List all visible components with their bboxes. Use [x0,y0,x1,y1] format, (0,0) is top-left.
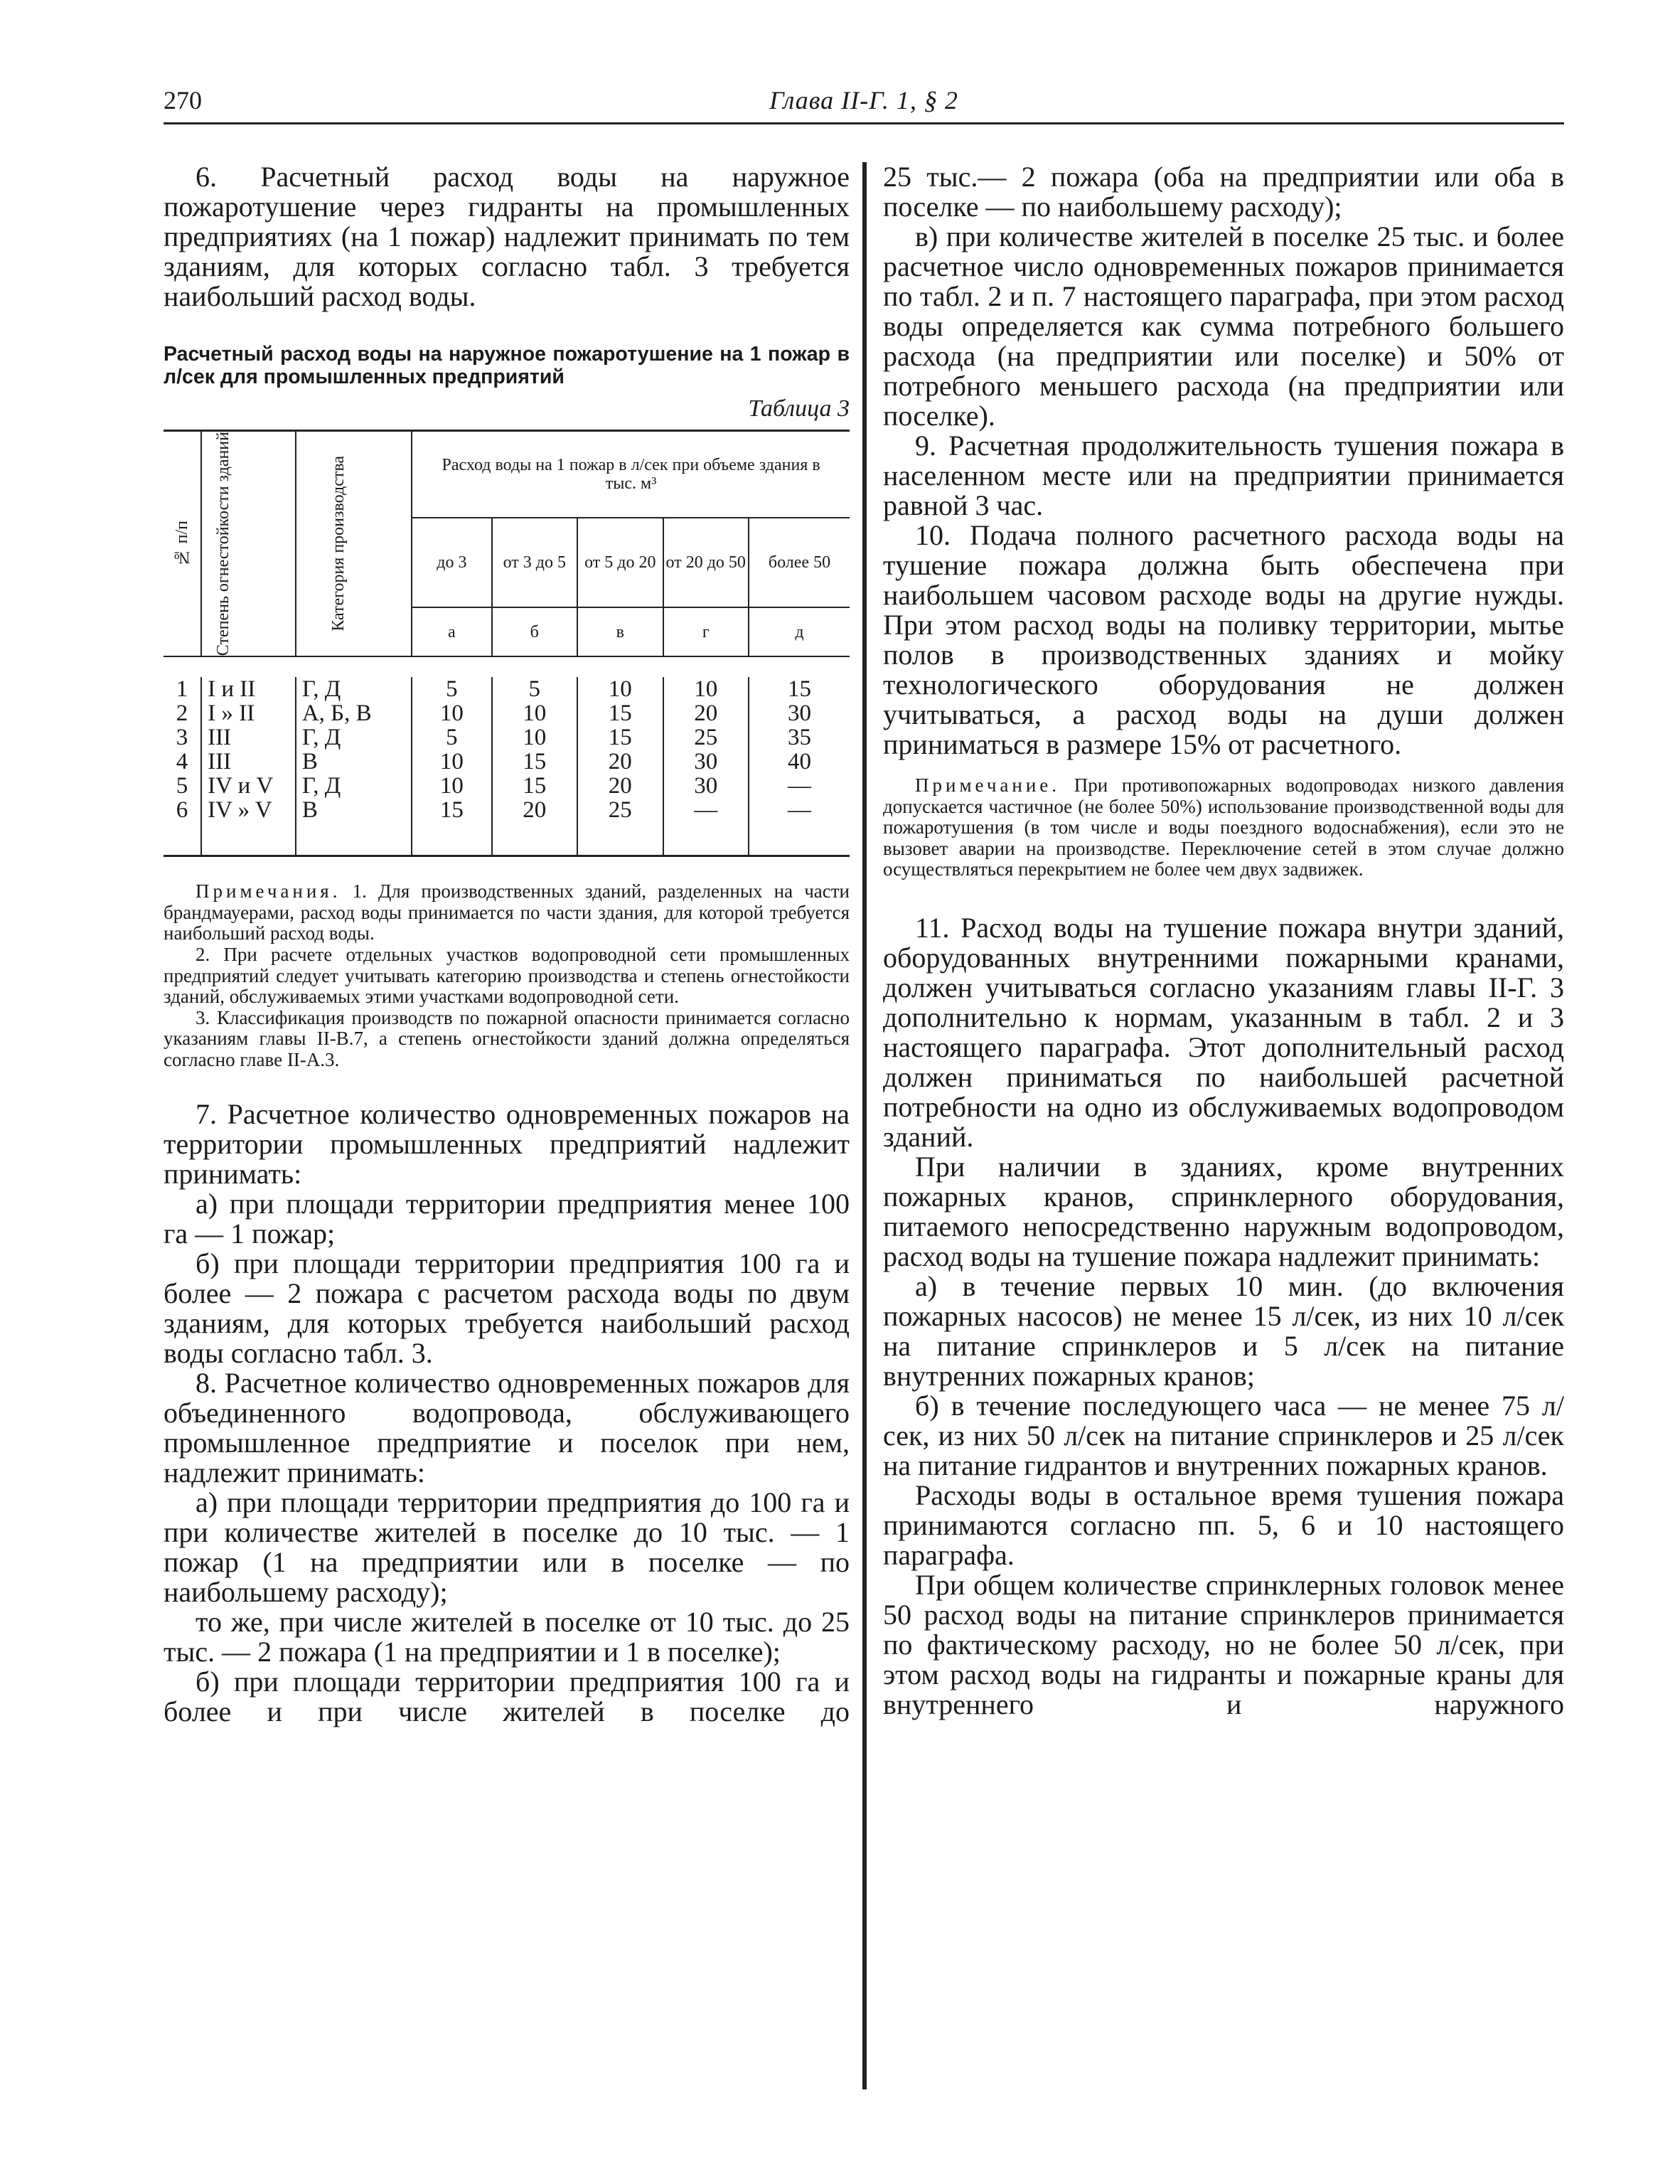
paragraph-8a: а) при площади территории предприятия до 100 га и при количестве жителей в поселке до 10 тыс. — 1 пожар (1 на предприятии или в поселке — по наибольшему расходу); [164,1486,850,1608]
paragraph-8b-cont: 25 тыс.— 2 пожара (оба на предприятии или оба в поселке — по наибольшему расходу); [883,161,1564,223]
flow-value-cell: 25 [663,725,749,750]
paragraph-8: 8. Расчетное количество одновременных пожаров для объединенного водопровода, обслуживающего промышленное предприятие и поселок при нем, надлежит принимать: [164,1366,850,1488]
flow-value-cell: 5 [492,677,577,701]
table-label: Таблица 3 [748,395,850,422]
table-caption: Расчетный расход воды на наружное пожаротушение на 1 пожар в л/сек для промышленных предприятий [164,343,850,388]
header-letter-b: б [492,607,577,656]
flow-value-cell: — [787,797,811,824]
running-head [164,85,1564,118]
row-number: 3 [164,725,201,750]
flow-value-cell: 15 [787,676,811,703]
header-vol-5: более 50 [749,518,850,607]
paragraph-6: 6. Расчетный расход воды на наружное пожаротушение через гидранты на промышленных предприятиях (на 1 пожар) надлежит принимать по тем зданиям, для которых согласно табл. 3 требуется наибольший расход воды. [164,161,850,312]
column-divider [862,162,867,2089]
header-vol-3: от 5 до 20 [577,518,663,607]
table-row [164,701,850,725]
row-number: 4 [164,750,201,774]
flow-value-cell: 15 [412,798,491,822]
page-number: 270 [164,86,202,114]
header-letter-g: г [663,607,749,656]
header-letter-a: а [412,607,491,656]
flow-value-cell: 30 [787,701,811,727]
paragraph-11b: б) в течение последующего часа — не менее 75 л/сек, из них 50 л/сек на питание спринклеров и 25 л/сек на питание гидрантов и внутренних пожарных кранов. [883,1389,1564,1481]
category-cell: А, Б, В [296,701,412,725]
paragraph-10-note: Примечание. При противопожарных водопроводах низкого давления допускается частичное (не более 50%) использование производственной воды для пожаротушения (в том числе и воды поездного водоснабжения), если это не вызовет аварии на производстве. Переключение сетей в этом случае должно осуществляться перекрытием не более чем двух задвижек. [883,774,1564,880]
row-number: 6 [164,798,201,822]
table-row [164,774,850,798]
paragraph-10: 10. Подача полного расчетного расхода воды на тушение пожара должна быть обеспечена при наибольшем часовом расходе воды на другие нужды. При этом расход воды на поливку территории, мытье полов в производственных зданиях и мойку технологического оборудования не должен учитываться, а расход воды на души должен приниматься в размере 15% от расчетного. [883,519,1564,760]
left-column [164,162,850,1727]
table-note-2: 2. При расчете отдельных участков водопроводной сети промышленных предприятий следует учитывать категорию производства и степень огнестойкости зданий, обслуживаемых этими участками водопроводной сети. [164,943,850,1008]
fire-resistance-cell: IV » V [201,798,296,822]
row-number: 1 [164,677,201,701]
flow-value-cell: 20 [663,701,749,725]
flow-value-cell: 10 [577,677,663,701]
paragraph-11a: а) в течение первых 10 мин. (до включения пожарных насосов) не менее 15 л/сек, из них 10 л/сек на питание спринклеров и 5 л/сек на питание внутренних пожарных кранов; [883,1269,1564,1392]
fire-resistance-cell: III [201,750,296,774]
header-flow-group: Расход воды на 1 пожар в л/сек при объеме здания в тыс. м³ [412,431,850,518]
flow-value-cell: 20 [492,798,577,822]
category-cell: В [296,798,412,822]
row-number: 5 [164,774,201,798]
flow-value-cell: 10 [492,725,577,750]
category-cell: В [296,750,412,774]
header-letter-d: д [749,607,850,656]
flow-value-cell: 15 [492,774,577,798]
flow-value-cell: — [663,798,749,822]
paragraph-11-sprinklers: При наличии в зданиях, кроме внутренних пожарных кранов, спринклерного оборудования, питаемого непосредственно наружным водопроводом, расход воды на тушение пожара надлежит принимать: [883,1150,1564,1272]
row-number: 2 [164,701,201,725]
flow-value-cell: 30 [663,774,749,798]
category-cell: Г, Д [296,725,412,750]
paragraph-8v: в) при количестве жителей в поселке 25 тыс. и более расчетное число одновременных пожаров принимается по табл. 2 и п. 7 настоящего параграфа, при этом расход воды определяется как сумма потребного большего расхода (на предприятии или поселке) и 50% от потребного меньшего расхода (на предприятии или поселке). [883,220,1564,432]
header-vol-4: от 20 до 50 [663,518,749,607]
paragraph-11-heads: При общем количестве спринклерных головок менее 50 расход воды на питание спринклеров принимается по фактическому расходу, но не более 50 л/сек, при этом расход воды на гидранты и пожарные краны для внутреннего и наружного [883,1568,1564,1720]
paragraph-9: 9. Расчетная продолжительность тушения пожара в населенном месте или на предприятии принимается равной 3 час. [883,430,1564,521]
flow-value-cell: 35 [787,725,811,751]
header-vol-1: до 3 [412,518,491,607]
paragraph-7b: б) при площади территории предприятия 100 га и более — 2 пожара с расчетом расхода воды по двум зданиям, для которых требуется наибольший расход воды согласно табл. 3. [164,1247,850,1369]
flow-value-cell: 30 [663,750,749,774]
table-row [164,750,850,774]
flow-value-cell: 10 [492,701,577,725]
header-number: № п/п [164,431,201,657]
table-row [164,725,850,750]
header-vol-2: от 3 до 5 [492,518,577,607]
flow-value-cell: 5 [412,677,491,701]
right-column [883,162,1564,1720]
fire-resistance-cell: III [201,725,296,750]
flow-value-cell: 40 [787,749,811,775]
paragraph-8a-cont: то же, при числе жителей в поселке от 10 тыс. до 25 тыс. — 2 пожара (1 на предприятии и 1 в поселке); [164,1605,850,1668]
paragraph-7: 7. Расчетное количество одновременных пожаров на территории промышленных предприятий надлежит принимать: [164,1097,850,1190]
fire-resistance-cell: I » II [201,701,296,725]
table-row [164,677,850,701]
flow-value-cell: 10 [412,750,491,774]
flow-value-cell: 20 [577,774,663,798]
flow-value-cell: 10 [412,701,491,725]
paragraph-11-rest: Расходы воды в остальное время тушения пожара принимаются согласно пп. 5, 6 и 10 настоящего параграфа. [883,1479,1564,1571]
flow-value-cell: 15 [492,750,577,774]
category-cell: Г, Д [296,677,412,701]
paragraph-7a: а) при площади территории предприятия менее 100 га — 1 пожар; [164,1187,850,1250]
chapter-title: Глава II-Г. 1, § 2 [769,86,958,114]
table-note-3: 3. Классификация производств по пожарной опасности принимается согласно указаниям главы II-В.7, а степень огнестойкости зданий должна определяться согласно главе II-А.3. [164,1006,850,1070]
flow-value-cell: 15 [577,725,663,750]
header-letter-v: в [577,607,663,656]
header-category: Категория производства [296,431,412,657]
header-rule [164,122,1564,124]
header-fire-resistance: Степень огнестойкости зданий [201,431,296,657]
water-flow-table [164,430,850,857]
flow-value-cell: 15 [577,701,663,725]
flow-value-cell: 25 [577,798,663,822]
flow-value-cell: — [787,773,811,799]
flow-value-cell: 20 [577,750,663,774]
table-note-1: Примечания. 1. Для производственных зданий, разделенных на части брандмауерами, расход воды принимается по части здания, для которой требуется наибольший расход воды. [164,880,850,944]
flow-value-cell: 10 [412,774,491,798]
paragraph-8b: б) при площади территории предприятия 100 га и более и при числе жителей в поселке до [164,1665,850,1727]
flow-value-cell: 5 [412,725,491,750]
paragraph-11: 11. Расход воды на тушение пожара внутри зданий, оборудованных внутренними пожарными кранами, должен учитываться согласно указаниям главы II-Г. 3 дополнительно к нормам, указанным в табл. 2 и 3 настоящего параграфа. Этот дополнительный расход должен приниматься по наибольшей расчетной потребности на одно из обслуживаемых водопроводом зданий. [883,911,1564,1153]
table-row [164,798,850,822]
fire-resistance-cell: IV и V [201,774,296,798]
flow-value-cell: 10 [663,677,749,701]
fire-resistance-cell: I и II [201,677,296,701]
category-cell: Г, Д [296,774,412,798]
